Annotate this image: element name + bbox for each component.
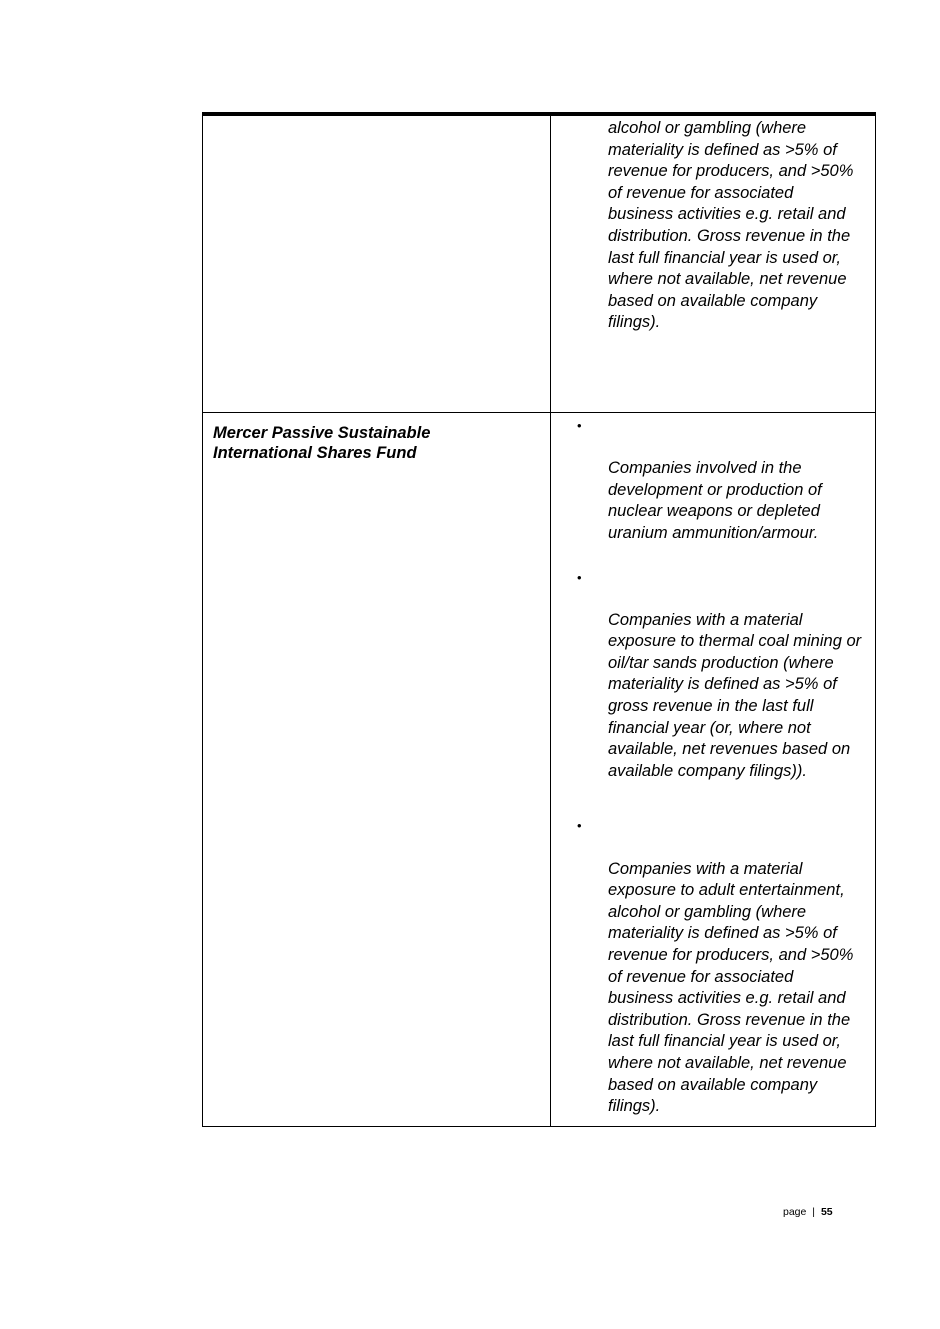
page-number-footer <box>783 1206 833 1218</box>
page-number: 55 <box>820 1206 833 1218</box>
fund-name-cell <box>203 412 551 1126</box>
page-label: page <box>783 1206 807 1218</box>
fund-name: Mercer Passive Sustainable International Shares Fund <box>213 423 431 462</box>
criteria-text: Companies with a material exposure to adult entertainment, alcohol or gambling (where materiality is defined as >5% of revenue for producers, and >50% of revenue for associated business activities e.g. retail and distribution. Gross revenue in the last full financial year is used or, where not available, net revenue based on available company filings). <box>608 859 854 1116</box>
criteria-cell <box>551 114 876 412</box>
bullet-icon: • <box>577 417 582 433</box>
criteria-text: Companies with a material exposure to thermal coal mining or oil/tar sands production (where materiality is defined as >5% of gross revenue in the last full financial year (or, where not available, net revenues based on available company filings)). <box>608 610 862 780</box>
list-item <box>577 815 876 1117</box>
table-row <box>203 114 876 412</box>
criteria-cell <box>551 412 876 1126</box>
continued-criteria-text: alcohol or gambling (where materiality is defined as >5% of revenue for producers, and >50% of revenue for associated business activities e.g. retail and distribution. Gross revenue in the last full financial year is used or, where not available, net revenue based on available company filings). <box>608 119 854 332</box>
fund-name-cell <box>203 114 551 412</box>
exclusion-criteria-list <box>551 413 875 1126</box>
bullet-icon: • <box>577 818 582 834</box>
list-item <box>577 567 876 783</box>
table-row <box>203 412 876 1126</box>
bullet-icon: • <box>577 569 582 585</box>
criteria-text: Companies involved in the development or production of nuclear weapons or depleted uranium ammunition/armour. <box>608 459 822 542</box>
list-item <box>577 415 876 545</box>
page-separator: | <box>812 1206 816 1218</box>
exclusions-table <box>202 112 876 1127</box>
